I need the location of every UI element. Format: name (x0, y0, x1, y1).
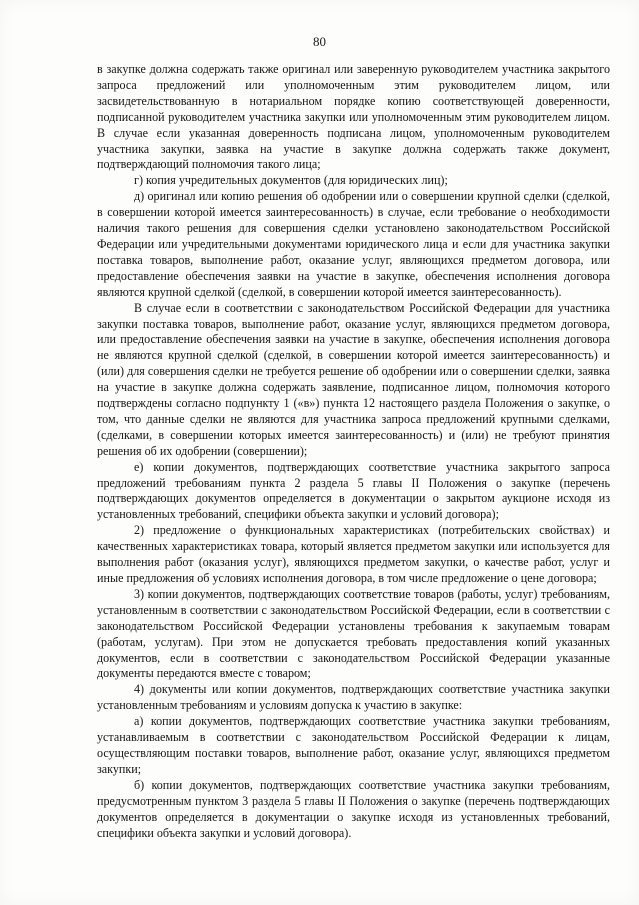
paragraph-item-4a: а) копии документов, подтверждающих соответствие участника закупки требованиям, устанавливаемым в соответствии с законодательством Российской Федерации к лицам, осуществляющим поставки товаров, выполнение работ, оказание услуг, являющихся предметом закупки; (97, 714, 610, 776)
paragraph-item-d: д) оригинал или копию решения об одобрении или о совершении крупной сделки (сделкой, в совершении которой имеется заинтересованность) в случае, если требование о необходимости наличия такого решения для совершения сделки установлено законодательством Российской Федерации или учредительными документами юридического лица и если для участника закупки поставка товаров, выполнение работ, оказание услуг, являющихся предметом договора, или предоставление обеспечения заявки на участие в закупке, обеспечения исполнения договора являются крупной сделкой (сделкой, в совершении которой имеется заинтересованность). (97, 189, 610, 299)
paragraph-continuation: в закупке должна содержать также оригинал или заверенную руководителем участника закрытого запроса предложений или уполномоченным этим руководителем лицом, или засвидетельствованную в нотариальном порядке копию соответствующей доверенности, подписанной руководителем участника закупки или уполномоченным этим руководителем лицом. В случае если указанная доверенность подписана лицом, уполномоченным руководителем участника закупки, заявка на участие в закупке должна содержать также документ, подтверждающий полномочия такого лица; (97, 62, 610, 172)
paragraph-item-e: е) копии документов, подтверждающих соответствие участника закрытого запроса предложений требованиям пункта 2 раздела 5 главы II Положения о закупке (перечень подтверждающих документов определяется в документации о закрытом аукционе исходя из установленных требований, специфики объекта закупки и условий договора); (97, 459, 610, 522)
paragraph-item-2: 2) предложение о функциональных характеристиках (потребительских свойствах) и качественных характеристиках товара, который является предметом закупки или используется для выполнения работ (оказания услуг), являющихся предметом закупки, о качестве работ, услуг и иные предложения об условиях исполнения договора, в том числе предложение о цене договора; (97, 523, 610, 585)
paragraph-item-4b: б) копии документов, подтверждающих соответствие участника закупки требованиям, предусмотренным пунктом 3 раздела 5 главы II Положения о закупке (перечень подтверждающих документов определяется в документации о закупке исходя из установленных требований, специфики объекта закупки и условий договора). (97, 777, 610, 840)
paragraph-item-3: 3) копии документов, подтверждающих соответствие товаров (работы, услуг) требованиям, установленным в соответствии с законодательством Российской Федерации, если в соответствии с законодательством Российской Федерации установлены требования к закупаемым товарам (работам, услугам). При этом не допускается требовать предоставления копий указанных документов, если в соответствии с законодательством Российской Федерации указанные документы передаются вместе с товаром; (97, 586, 610, 681)
paragraph-item-4: 4) документы или копии документов, подтверждающих соответствие участника закупки установленным требованиям и условиям допуска к участию в закупке: (97, 682, 610, 713)
paragraph-major-deal-note: В случае если в соответствии с законодательством Российской Федерации для участника закупки поставка товаров, выполнение работ, оказание услуг, являющихся предметом договора, или предоставление обеспечения заявки на участие в закупке, обеспечения исполнения договора не являются крупной сделкой (сделкой, в совершении которой имеется заинтересованность) и (или) для совершения сделки не требуется решение об одобрении или о совершении сделки, заявка на участие в закупке должна содержать заявление, подписанное лицом, полномочия которого подтверждены согласно подпункту 1 («в») пункта 12 настоящего раздела Положения о закупке, о том, что данные сделки не являются для участника запроса предложений крупными сделками, (сделками, в совершении которых имеется заинтересованность) и (или) не требуют принятия решения об их одобрении (совершении); (97, 300, 610, 458)
paragraph-item-g: г) копия учредительных документов (для юридических лиц); (134, 173, 448, 188)
document-body (97, 62, 610, 841)
page-number: 80 (313, 34, 326, 49)
